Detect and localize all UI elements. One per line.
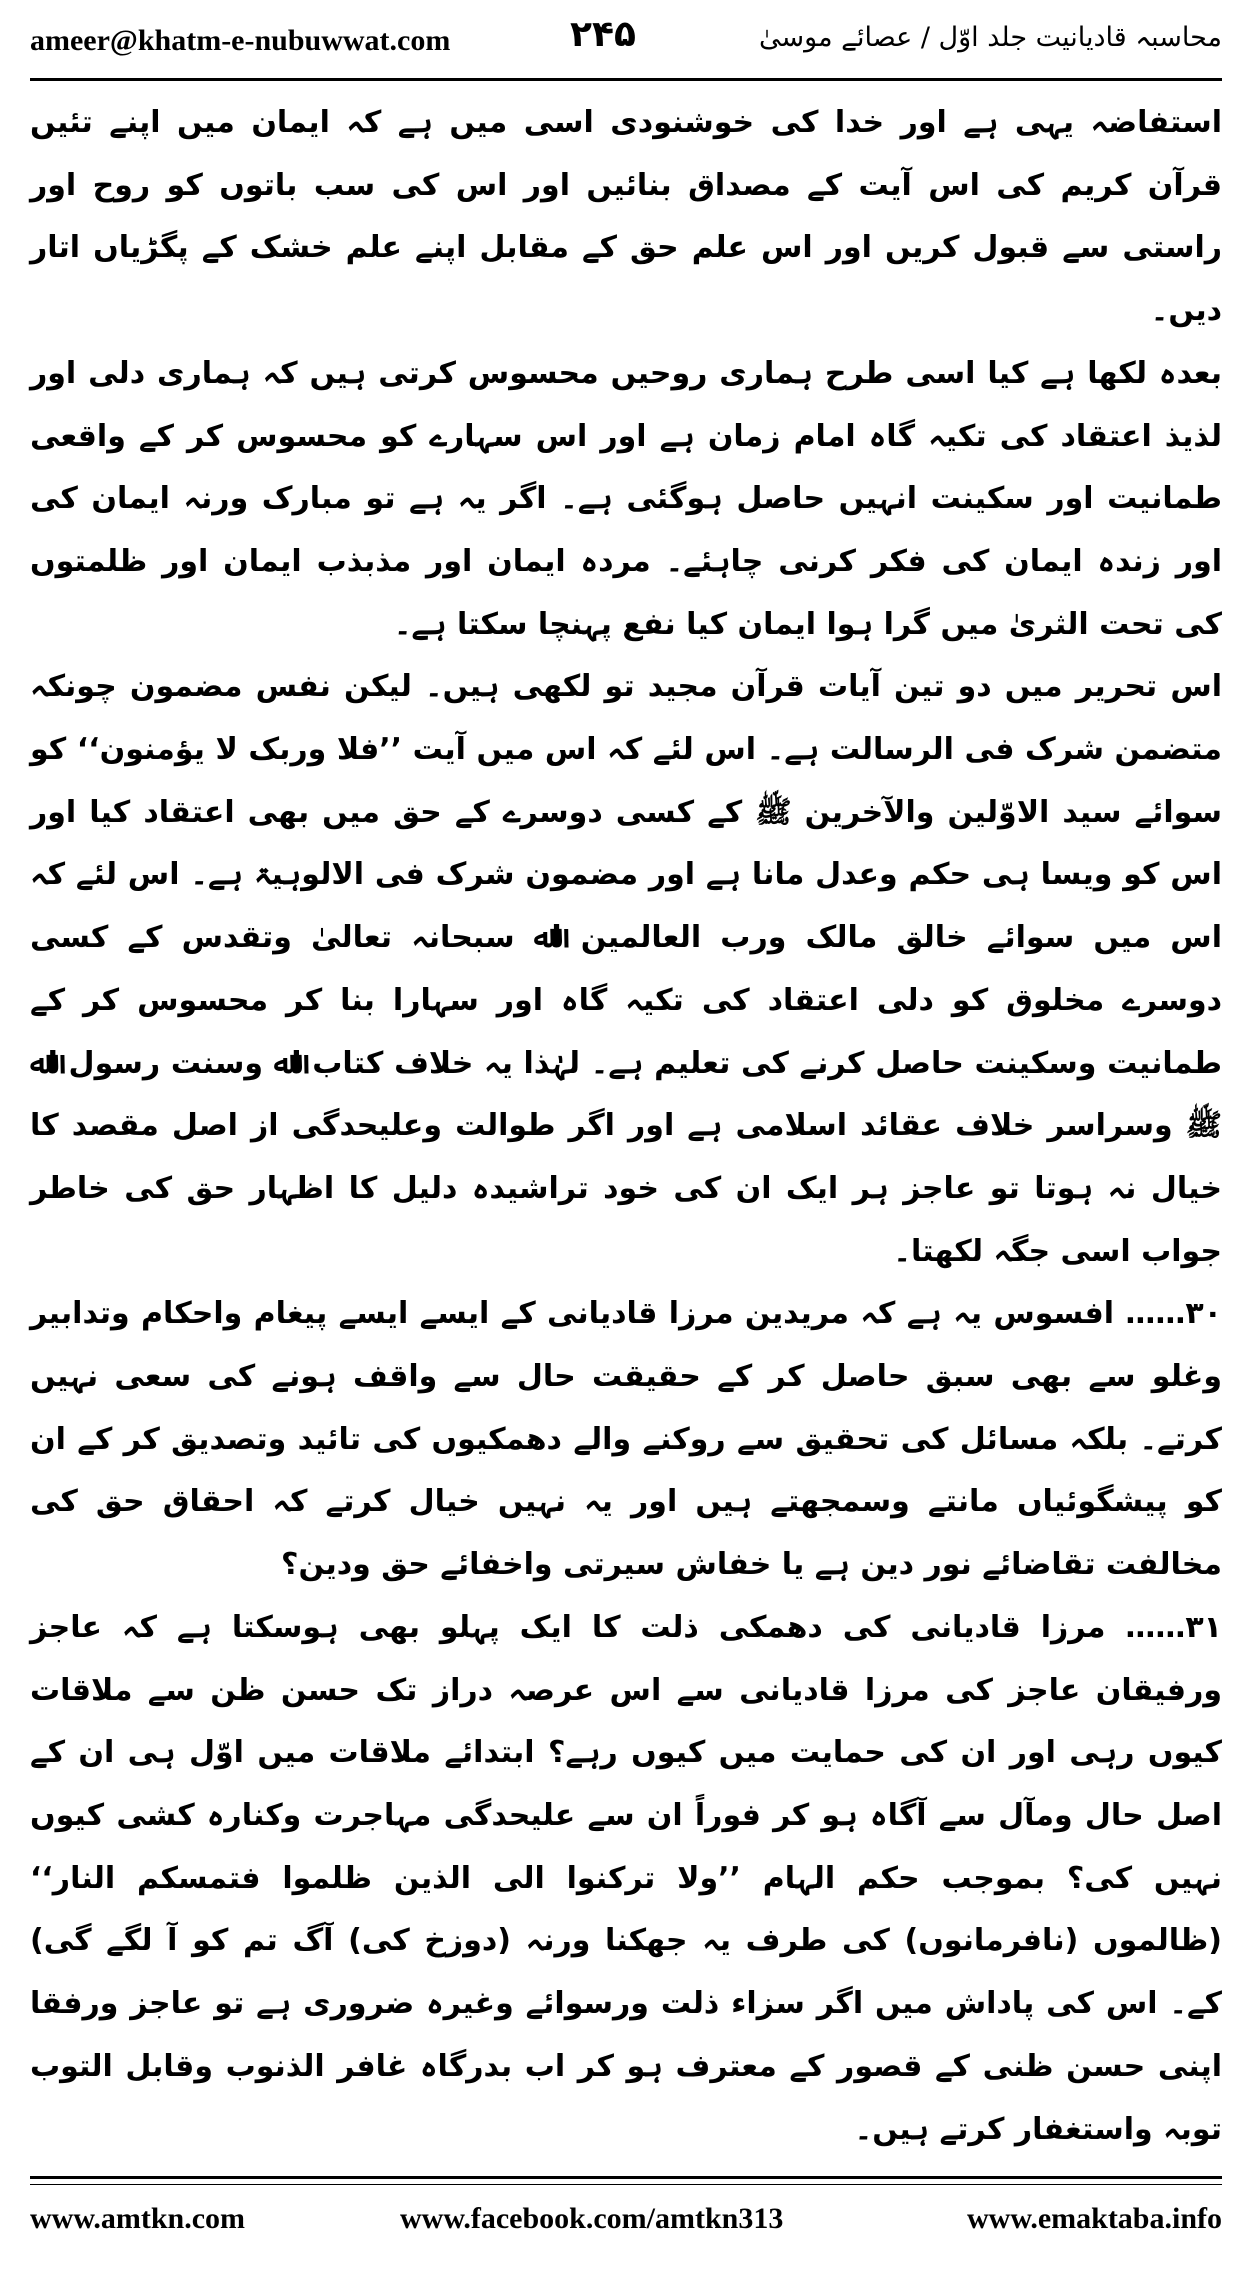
page-footer (30, 2198, 1222, 2246)
header-divider (30, 78, 1222, 81)
footer-divider-thin (30, 2184, 1222, 2185)
footer-divider-thick (30, 2176, 1222, 2179)
footer-link-facebook[interactable]: www.facebook.com/amtkn313 (400, 2202, 784, 2235)
page-header (30, 14, 1222, 68)
paragraph: اس تحریر میں دو تین آیات قرآن مجید تو لکھی ہیں۔ لیکن نفس مضمون چونکہ متضمن شرک فی الرسالت ہے۔ اس لئے کہ اس میں آیت ’’فلا وربک لا یؤمنون‘‘ کو سوائے سید الاوّلین والآخرین ﷺ کے کسی دوسرے کے حق میں بھی اعتقاد کیا اور اس کو ویسا ہی حکم وعدل مانا ہے اور مضمون شرک فی الالوہیۃ ہے۔ اس لئے کہ اس میں سوائے خالق مالک ورب العالمین اﷲ سبحانہ تعالیٰ وتقدس کے کسی دوسرے مخلوق کو دلی اعتقاد کی تکیہ گاہ اور سہارا بنا کر محسوس کر کے طمانیت وسکینت حاصل کرنے کی تعلیم ہے۔ لہٰذا یہ خلاف کتاب اﷲ وسنت رسول اﷲ ﷺ وسراسر خلاف عقائد اسلامی ہے اور اگر طوالت وعلیحدگی از اصل مقصد کا خیال نہ ہوتا تو عاجز ہر ایک ان کی خود تراشیدہ دلیل کا اظہار حق کی خاطر جواب اسی جگہ لکھتا۔ (30, 669, 1222, 1269)
paragraph: استفاضہ یہی ہے اور خدا کی خوشنودی اسی میں ہے کہ ایمان میں اپنے تئیں قرآن کریم کی اس آیت کے مصداق بنائیں اور اس کی سب باتوں کو روح اور راستی سے قبول کریں اور اس علم حق کے مقابل اپنے علم خشک کے پگڑیاں اتار دیں۔ (30, 105, 1222, 329)
paragraph: ۳۱…… مرزا قادیانی کی دھمکی ذلت کا ایک پہلو بھی ہوسکتا ہے کہ عاجز ورفیقان عاجز کی مرزا قادیانی سے اس عرصہ دراز تک حسن ظن سے ملاقات کیوں رہی اور ان کی حمایت میں کیوں رہے؟ ابتدائے ملاقات میں اوّل ہی ان کے اصل حال ومآل سے آگاہ ہو کر فوراً ان سے علیحدگی مہاجرت وکنارہ کشی کیوں نہیں کی؟ بموجب حکم الہام ’’ولا ترکنوا الی الذین ظلموا فتمسکم النار‘‘ (ظالموں (نافرمانوں) کی طرف یہ جھکنا ورنہ (دوزخ کی) آگ تم کو آ لگے گی) کے۔ اس کی پاداش میں اگر سزاء ذلت ورسوائے وغیرہ ضروری ہے تو عاجز ورفقا اپنی حسن ظنی کے قصور کے معترف ہو کر اب بدرگاہ غافر الذنوب وقابل التوب توبہ واستغفار کرتے ہیں۔ (30, 1609, 1222, 2147)
paragraph: ۳۰…… افسوس یہ ہے کہ مریدین مرزا قادیانی کے ایسے ایسے پیغام واحکام وتدابیر وغلو سے بھی سبق حاصل کر کے حقیقت حال سے واقف ہونے کی سعی نہیں کرتے۔ بلکہ مسائل کی تحقیق سے روکنے والے دھمکیوں کی تائید وتصدیق کر کے ان کو پیشگوئیاں مانتے وسمجھتے ہیں اور یہ نہیں خیال کرتے کہ احقاق حق کی مخالفت تقاضائے نور دین ہے یا خفاش سیرتی واخفائے حق ودین؟ (30, 1296, 1222, 1583)
header-email: ameer@khatm-e-nubuwwat.com (30, 24, 451, 57)
page-number: ۲۴۵ (570, 14, 636, 55)
footer-link-emaktaba[interactable]: www.emaktaba.info (966, 2202, 1222, 2235)
page-body (30, 92, 1222, 2162)
book-title: محاسبہ قادیانیت جلد اوّل / عصائے موسیٰ (759, 22, 1222, 53)
footer-link-amtkn[interactable]: www.amtkn.com (30, 2202, 245, 2235)
paragraph: بعدہ لکھا ہے کیا اسی طرح ہماری روحیں محسوس کرتی ہیں کہ ہماری دلی اور لذیذ اعتقاد کی تکیہ گاہ امام زمان ہے اور اس سہارے کو محسوس کر کے واقعی طمانیت اور سکینت انہیں حاصل ہوگئی ہے۔ اگر یہ ہے تو مبارک ورنہ ایمان کی اور زندہ ایمان کی فکر کرنی چاہئے۔ مردہ ایمان اور مذبذب ایمان اور ظلمتوں کی تحت الثریٰ میں گرا ہوا ایمان کیا نفع پہنچا سکتا ہے۔ (30, 355, 1222, 642)
